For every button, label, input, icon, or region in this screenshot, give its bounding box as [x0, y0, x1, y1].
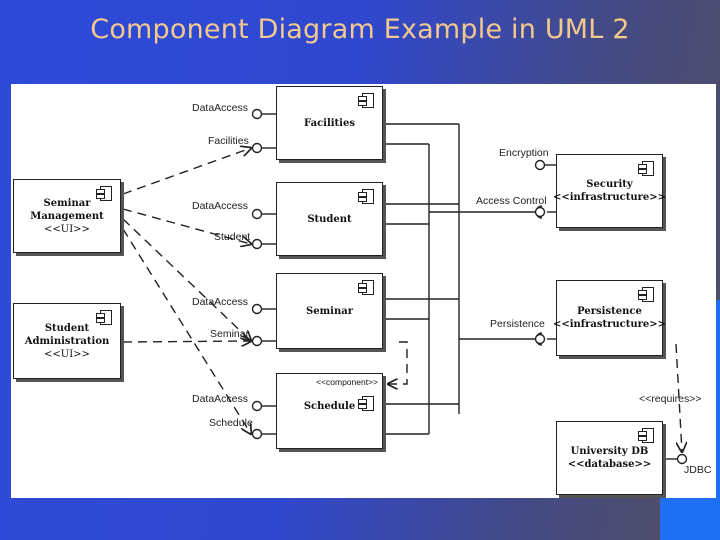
- label-facilities-provided: Facilities: [208, 135, 249, 147]
- student-provided-lollipop: [253, 240, 262, 249]
- label-schedule-provided: Schedule: [209, 417, 253, 429]
- schedule-provided-lollipop: [253, 430, 262, 439]
- component-icon: [100, 310, 112, 325]
- component-persistence[interactable]: Persistence <<infrastructure>>: [556, 280, 663, 356]
- label-access-control: Access Control: [476, 195, 547, 207]
- label-facilities-dataaccess: DataAccess: [192, 102, 249, 114]
- component-security[interactable]: Security <<infrastructure>>: [556, 154, 663, 228]
- component-student-administration[interactable]: Student Administration <<UI>>: [13, 303, 121, 379]
- component-student[interactable]: Student: [276, 182, 383, 256]
- component-icon: [362, 189, 374, 204]
- facilities-provided-lollipop: [253, 144, 262, 153]
- component-seminar[interactable]: Seminar: [276, 273, 383, 349]
- seminar-provided-lollipop: [253, 337, 262, 346]
- component-icon: [642, 287, 654, 302]
- label-requires: <<requires>>: [639, 393, 702, 405]
- label-encryption: Encryption: [499, 147, 549, 159]
- seminar-dataaccess-lollipop: [253, 305, 262, 314]
- persistence-lollipop: [536, 335, 545, 344]
- slide-title: Component Diagram Example in UML 2: [90, 14, 630, 45]
- component-icon: [642, 428, 654, 443]
- label-student-provided: Student: [214, 231, 251, 243]
- student-dataaccess-lollipop: [253, 210, 262, 219]
- component-icon: [642, 161, 654, 176]
- label-seminar-dataaccess: DataAccess: [192, 296, 249, 308]
- label-persistence: Persistence: [490, 318, 545, 330]
- component-facilities[interactable]: Facilities: [276, 86, 383, 160]
- facilities-dataaccess-lollipop: [253, 110, 262, 119]
- decorative-block-bottom: [660, 496, 720, 540]
- label-seminar-provided: Seminar: [210, 328, 250, 340]
- component-icon: [362, 93, 374, 108]
- component-seminar-management[interactable]: Seminar Management <<UI>>: [13, 179, 121, 253]
- access-control-lollipop: [536, 208, 545, 217]
- label-jdbc: JDBC: [684, 464, 712, 476]
- jdbc-lollipop: [678, 455, 687, 464]
- component-icon: [362, 280, 374, 295]
- encryption-lollipop: [536, 161, 545, 170]
- component-university-db[interactable]: University DB <<database>>: [556, 421, 663, 495]
- label-student-dataaccess: DataAccess: [192, 200, 249, 212]
- component-schedule[interactable]: <<component>> Schedule: [276, 373, 383, 449]
- diagram-canvas: [11, 84, 716, 498]
- component-icon: [362, 396, 374, 411]
- schedule-dataaccess-lollipop: [253, 402, 262, 411]
- schedule-stereotype: <<component>>: [316, 377, 378, 387]
- label-schedule-dataaccess: DataAccess: [192, 393, 249, 405]
- component-icon: [100, 186, 112, 201]
